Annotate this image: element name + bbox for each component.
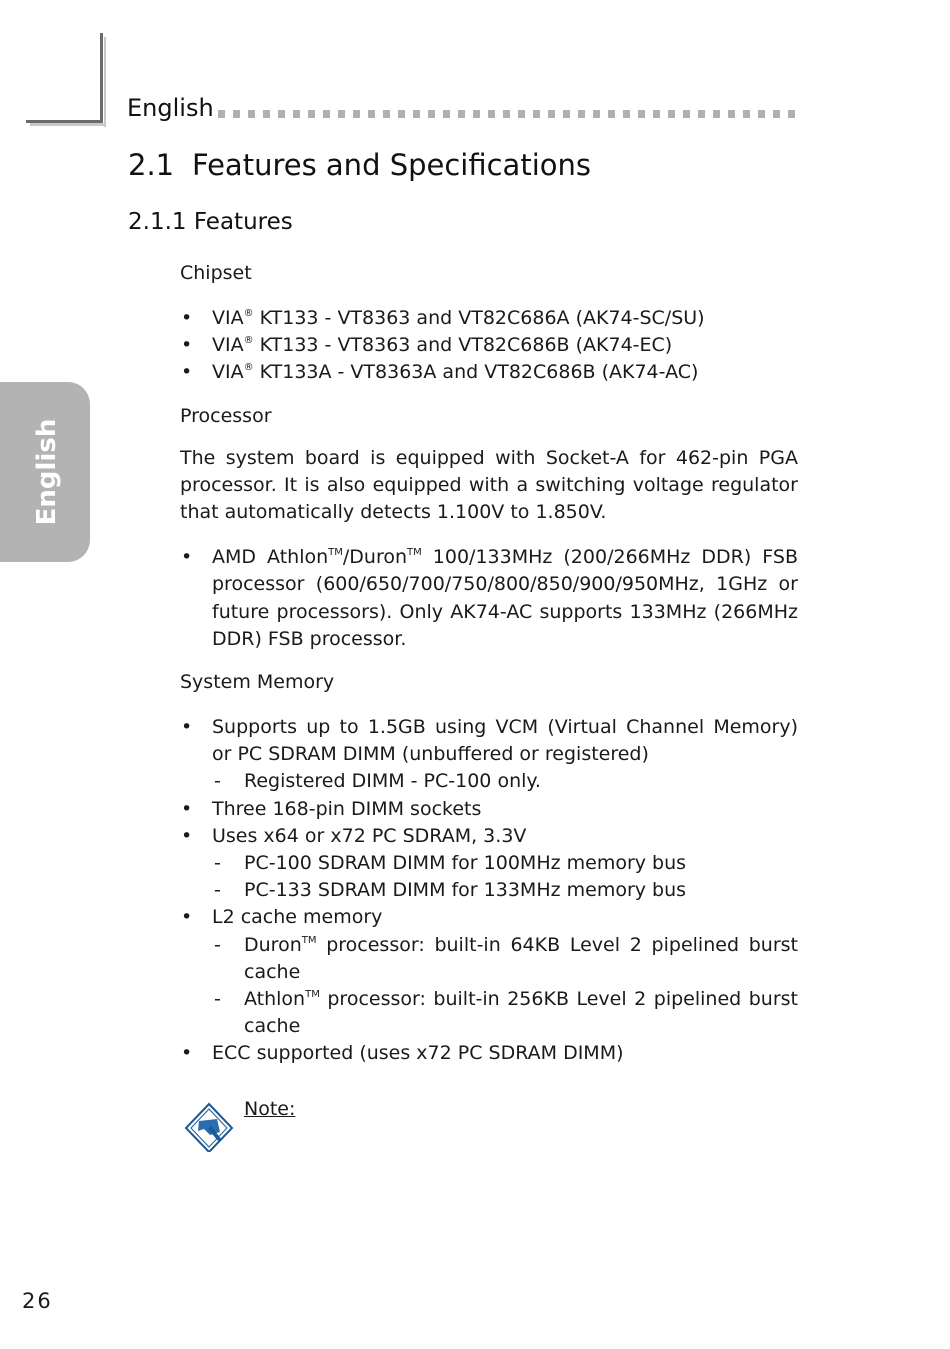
corner-shadow-horizontal <box>30 123 106 126</box>
list-item: • Supports up to 1.5GB using VCM (Virtual Channel Memory) or PC SDRAM DIMM (unbuffered or registered) - Registered DIMM - PC-100 only. <box>180 714 798 796</box>
sub-list <box>212 932 798 1041</box>
list-item: • AMD Athlon™/Duron™ 100/133MHz (200/266MHz DDR) FSB processor (600/650/700/750/800/850/900/950MHz, 1GHz or future processors). Only AK74-AC supports 133MHz (266MHz DDR) FSB processor. <box>180 544 798 653</box>
corner-mark-horizontal <box>26 120 103 123</box>
note-pencil-icon <box>184 1102 234 1152</box>
processor-list <box>180 544 798 653</box>
section-number: 2.1 <box>128 148 175 182</box>
list-item: • L2 cache memory - Duron™ processor: built-in 64KB Level 2 pipelined burst cache - Athlon™ processor: built-in 256KB Level 2 pipelined burst cache <box>180 904 798 1040</box>
sub-list <box>212 850 798 904</box>
language-side-tab <box>0 382 90 562</box>
features-content <box>180 256 798 1068</box>
page-number: 26 <box>22 1289 53 1313</box>
side-tab-label: English <box>32 418 62 526</box>
list-item: • ECC supported (uses x72 PC SDRAM DIMM) <box>180 1040 798 1067</box>
subsection-title: 2.1.1 Features <box>128 209 293 235</box>
list-item: • Three 168-pin DIMM sockets <box>180 796 798 823</box>
memory-heading: System Memory <box>180 671 335 694</box>
sub-list-item: - Duron™ processor: built-in 64KB Level 2 pipelined burst cache <box>212 932 798 986</box>
section-title-text: Features and Specifications <box>192 148 591 182</box>
sub-list-item: - Athlon™ processor: built-in 256KB Level 2 pipelined burst cache <box>212 986 798 1040</box>
corner-shadow-vertical <box>104 37 106 127</box>
chipset-list <box>180 305 798 387</box>
list-item: • VIA® KT133 - VT8363 and VT82C686B (AK74-EC) <box>180 332 798 359</box>
sub-list <box>212 768 798 795</box>
processor-paragraph: The system board is equipped with Socket-A for 462-pin PGA processor. It is also equipped with a switching voltage regulator that automatically detects 1.100V to 1.850V. <box>180 446 798 524</box>
sub-list-item: - PC-133 SDRAM DIMM for 133MHz memory bus <box>212 877 798 904</box>
processor-heading: Processor <box>180 404 272 427</box>
header-dotted-rule <box>218 110 798 118</box>
sub-list-item: - PC-100 SDRAM DIMM for 100MHz memory bus <box>212 850 798 877</box>
memory-list <box>180 714 798 1068</box>
section-title <box>128 148 591 182</box>
sub-list-item: - Registered DIMM - PC-100 only. <box>212 768 798 795</box>
chipset-heading: Chipset <box>180 262 252 284</box>
list-item: • Uses x64 or x72 PC SDRAM, 3.3V - PC-100 SDRAM DIMM for 100MHz memory bus - PC-133 SDRAM DIMM for 133MHz memory bus <box>180 823 798 905</box>
header-language: English <box>127 94 214 122</box>
note-label: Note: <box>244 1098 296 1120</box>
corner-mark-vertical <box>100 33 103 123</box>
list-item: • VIA® KT133 - VT8363 and VT82C686A (AK74-SC/SU) <box>180 305 798 332</box>
list-item: • VIA® KT133A - VT8363A and VT82C686B (AK74-AC) <box>180 359 798 386</box>
